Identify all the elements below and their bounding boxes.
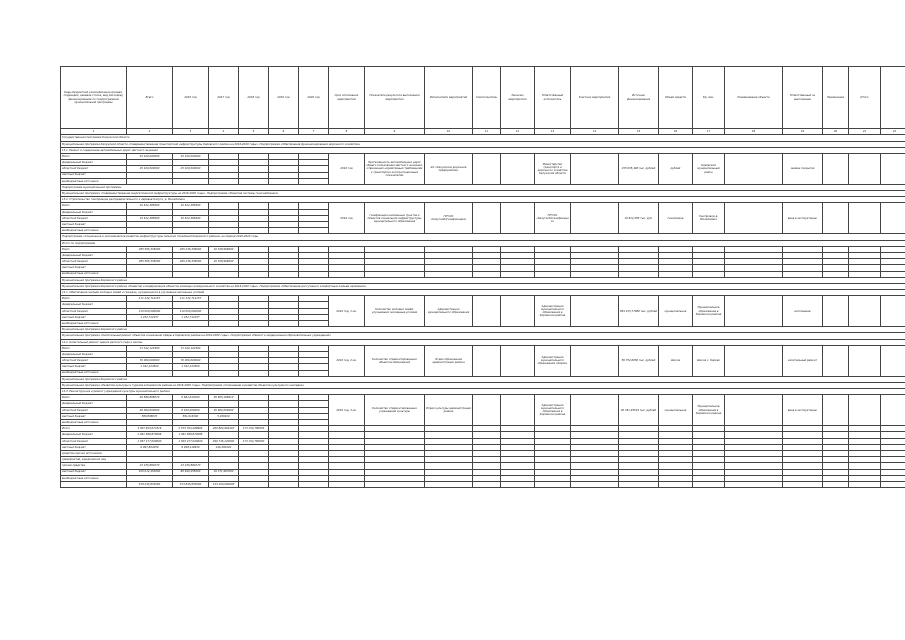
totals-value: 173 154,780000 [239,438,269,444]
executor-cell: ГУП КО «Калугаоблгазификация» [425,203,473,234]
row-label: областной бюджет [61,308,127,314]
blank-cell [501,296,535,327]
value-cell: 5,189910 [209,413,239,419]
header-cell: Срок исполнения мероприятий [329,67,365,129]
term-cell: 2016 год, 3 кв. [329,395,365,426]
object-cell: Муниципальное образование в Кировском районе [693,395,725,426]
blank-cell [571,153,619,184]
blank-cell [823,296,849,327]
blank-cell [881,203,905,234]
totals-row [61,481,905,487]
value-cell: 285 565,335000 [127,246,173,252]
totals-value: 1 503 277,000000 [173,438,209,444]
header-cell: Коды бюджетной классификации (раздел, подраздел, целевая статья, вид расходов), финансирование по подпрограммам муниципальной программы [61,67,127,129]
blank-cell [725,395,783,426]
row-label: Всего [61,296,127,302]
blank-cell [659,481,693,487]
header-cell: Итого [849,67,881,129]
column-number: 1 [61,129,127,135]
blank-cell [365,481,425,487]
document-sheet [60,66,897,586]
value-cell: 46 586,808070 [127,395,173,401]
section-title: Муниципальная программа Калужской области «Совершенствование транспортной инфраструктуры Кировского района на 2016-2020 годы». Подпрограмма «Обеспечение функционирования дорожного хозяйства» [61,141,905,147]
customer-cell: ГУП КО «Калугаоблгазификация» [535,203,571,234]
value-cell: 25 100,000000 [127,166,173,172]
section-title: 14.1. Обеспечение жильем молодых семей и граждан, нуждающихся в улучшении жилищных условий [61,290,905,296]
blank-cell [535,481,571,487]
header-cell [881,67,905,129]
value-cell: 10 612,385600 [173,215,209,221]
header-cell: 2019 год [269,67,299,129]
header-cell: Ответственный за выполнение [783,67,823,129]
totals-value: 260 745,220000 [209,438,239,444]
totals-value: 518 245,833000 [127,481,173,487]
executor-cell: Отдел культуры администрации района [425,395,473,426]
value-cell: 25 100,000000 [127,153,173,159]
row-label: федеральный бюджет [61,302,127,308]
row-label: внебюджетные источники [61,420,127,426]
value-cell: 581,618160 [173,413,209,419]
row-label: внебюджетные источники [61,321,127,327]
blank-cell [849,203,881,234]
value-cell: 1 342,124500 [173,364,209,370]
totals-label: местный бюджет [61,469,127,475]
blank-cell [823,153,849,184]
blank-cell [823,203,849,234]
column-number: 6 [269,129,299,135]
value-cell: 1 232,712157 [173,314,209,320]
note-cell: капитальный ремонт [783,345,823,376]
totals-value [239,481,269,487]
row-label: внебюджетные источники [61,228,127,234]
totals-value: 1 937 177,000000 [127,438,173,444]
section-title: Подпрограмма муниципальной программы [61,184,905,190]
object-cell: Муниципальное образование в Кировском районе [693,296,725,327]
customer-cell: Администрация муниципального образования в Кировском районе [535,395,571,426]
blank-cell [725,203,783,234]
totals-label: местный бюджет [61,444,127,450]
totals-value: 23 435,882070 [173,463,209,469]
blank-cell [725,296,783,327]
term-cell: 2016 год [329,203,365,234]
row-label: Всего [61,246,127,252]
header-cell: Объем средств [659,67,693,129]
totals-label: областной бюджет [61,438,127,444]
blank-cell [849,345,881,376]
result-cell: Количество отремонтированных объектов образования [365,345,425,376]
header-cell: Показатели результата выполнения мероприятия [365,67,425,129]
header-cell: Ответственный исполнитель [535,67,571,129]
column-number: 8 [329,129,365,135]
term-cell: 2016 год, 1 кв. [329,296,365,327]
result-cell: Газификация населенных пунктов и объектов социальной инфраструктуры муниципального образования [365,203,425,234]
column-number: 21 [849,129,881,135]
column-number: 5 [239,129,269,135]
value-cell: 10 612,385600 [127,203,173,209]
header-cell: Всего [127,67,173,129]
row-label: Всего [61,345,127,351]
section-title: 14.3. Реконструкция и ремонт учреждений культуры муниципального района [61,389,905,395]
row-label: федеральный бюджет [61,401,127,407]
blank-cell [823,481,849,487]
blank-cell [473,481,501,487]
term-cell: 2016 год [329,153,365,184]
object-cell: Газопровод д. Михайловка [693,203,725,234]
row-label: местный бюджет [61,265,127,271]
note-cell: исполнение [783,296,823,327]
row-label: Всего [61,153,127,159]
column-number: 9 [365,129,425,135]
column-number: 2 [127,129,173,135]
blank-cell [501,153,535,184]
object-cell: Школа с. Кирово [693,345,725,376]
totals-value: 260 894,604320 [209,426,239,432]
value-cell: 46 000,000000 [127,407,173,413]
section-title: Муниципальная программа Кировского района [61,327,905,333]
result-cell: Протяженность автомобильных дорог общего пользования местного значения, отвечающих нормативным требованиям к транспортно-эксплуатационным показателям [365,153,425,184]
section-title: Муниципальная программа «Капитальный ремонт объектов социальной сферы в Кировском районе на 2016-2020 годы». Подпрограмма «Ремонт и модернизация образовательных учреждений» [61,333,905,339]
header-cell: Ед. изм. [693,67,725,129]
value-cell: 586,808070 [127,413,173,419]
row-label: Всего [61,395,127,401]
row-label: внебюджетные источники [61,178,127,184]
row-label: федеральный бюджет [61,160,127,166]
value-cell: 25 100,000000 [173,166,209,172]
executor-cell: Отдел образования администрации района [425,345,473,376]
totals-value: 1 061 568,870066 [127,432,173,438]
totals-value: 19 371,997000 [209,469,239,475]
row-label: Всего [61,203,127,209]
row-label: областной бюджет [61,215,127,221]
blank-cell [571,203,619,234]
value-cell: 6 100,000000 [173,407,209,413]
column-number: 17 [693,129,725,135]
blank-cell [881,395,905,426]
row-label: местный бюджет [61,314,127,320]
blank-cell [849,395,881,426]
amount-cell: 10 612,385 тыс. руб. [619,203,659,234]
column-number: 19 [783,129,823,135]
blank-cell [473,345,501,376]
column-number: 10 [425,129,473,135]
blank-cell [571,296,619,327]
customer-cell: Администрация муниципального образования в Кировском районе [535,296,571,327]
section-title: Подпрограмма «Социальное и экономическое развитие инфраструктуры сельских поселений Кировского района» на период 2016-2020 годы [61,234,905,240]
header-cell: Соисполнитель [473,67,501,129]
totals-label: средства прочих источников [61,450,127,456]
totals-value: 9 097,804250 [127,444,173,450]
totals-value: 173 154,780003 [239,426,269,432]
totals-value: 3 007 843,674316 [127,426,173,432]
totals-label: предприятий, юридических лиц [61,457,127,463]
blank-cell [849,153,881,184]
value-cell: 10 612,385600 [173,203,209,209]
value-cell: 110 000,000000 [127,308,173,314]
blank-cell [725,153,783,184]
executor-cell: АО «Калужское дорожное предприятие» [425,153,473,184]
blank-cell [849,481,881,487]
value-cell: 6 681,618160 [173,395,209,401]
program-table [60,66,905,488]
section-title: Итого по подпрограмме [61,240,905,246]
term-cell: 2016 год, 2 кв. [329,345,365,376]
row-label: областной бюджет [61,358,127,364]
row-label: федеральный бюджет [61,351,127,357]
unit-cell: Газопровод [659,203,693,234]
blank-cell [881,345,905,376]
column-number: 4 [209,129,239,135]
totals-label [61,481,127,487]
result-cell: Количество отремонтированных учреждений культуры [365,395,425,426]
blank-cell [473,153,501,184]
section-title: Муниципальная программа «Совершенствование энергетической инфраструктуры на 2016-2020 годы». Подпрограмма «Развитие системы газоснабжения» [61,191,905,197]
value-cell: 285 565,335000 [127,259,173,265]
header-cell: 2020 год [299,67,329,129]
totals-value [299,481,329,487]
amount-cell: 854 233,77986 тыс. рублей [619,296,659,327]
totals-value: 143 400,000000 [209,481,239,487]
column-number: 15 [619,129,659,135]
value-cell: 110 000,000000 [173,308,209,314]
unit-cell: муниципальное [659,296,693,327]
value-cell: 1 232,712157 [127,314,173,320]
value-cell: 70 000,000000 [127,358,173,364]
customer-cell: Министерство транспорта и дорожного хозяйства Калужской области [535,153,571,184]
section-title: 13.2. Строительство газопровода распределительного к деревне Калуга, д. Михайловка [61,197,905,203]
header-cell: Исполнители мероприятий [425,67,473,129]
header-cell: Участник мероприятия [571,67,619,129]
header-cell: Примечание [823,67,849,129]
row-label: местный бюджет [61,222,127,228]
value-cell: 71 342,124500 [127,345,173,351]
column-number: 7 [299,129,329,135]
value-cell: 20 328,999000 [209,259,239,265]
header-cell: 2017 год [209,67,239,129]
blank-cell [329,481,365,487]
amount-cell: 155 935,496 тыс. рублей [619,153,659,184]
value-cell: 20 328,999000 [209,246,239,252]
blank-cell [571,345,619,376]
header-cell: Источник финансирования [619,67,659,129]
row-label: местный бюджет [61,413,127,419]
totals-label: прочие средства [61,463,127,469]
blank-cell [571,481,619,487]
blank-cell [473,203,501,234]
value-cell: 265 236,336000 [173,259,209,265]
table-body [61,135,905,488]
totals-value: 374 845,833000 [173,481,209,487]
section-title: 13.1. Ремонт и содержание автомобильных дорог местного значения [61,147,905,153]
blank-cell [725,481,783,487]
blank-cell [693,481,725,487]
row-label: областной бюджет [61,259,127,265]
unit-cell: Школа [659,345,693,376]
blank-cell [823,395,849,426]
value-cell: 1 342,124500 [127,364,173,370]
column-number: 3 [173,129,209,135]
totals-label: Итого [61,426,127,432]
blank-cell [783,481,823,487]
blank-cell [881,481,905,487]
note-cell: ввод в эксплуатацию [783,203,823,234]
blank-cell [881,296,905,327]
value-cell: 111 232,712157 [173,296,209,302]
column-number: 14 [571,129,619,135]
blank-cell [501,203,535,234]
blank-cell [501,481,535,487]
totals-value: 23 435,882070 [127,463,173,469]
header-cell: 2016 год [173,67,209,129]
blank-cell [501,395,535,426]
blank-cell [425,481,473,487]
header-cell: 2018 год [239,67,269,129]
value-cell: 70 000,000000 [173,358,209,364]
blank-cell [881,153,905,184]
column-number: 20 [823,129,849,135]
row-label: федеральный бюджет [61,209,127,215]
blank-cell [501,345,535,376]
blank-cell [823,345,849,376]
blank-cell [473,296,501,327]
value-cell: 39 905,189910 [209,395,239,401]
row-label: областной бюджет [61,407,127,413]
executor-cell: Администрация муниципального образования [425,296,473,327]
column-number: 12 [501,129,535,135]
section-title: Муниципальная программа Кировского района [61,376,905,382]
section-title: Государственная программа Калужской области [61,135,905,141]
totals-value [269,481,299,487]
totals-label: внебюджетные источники [61,475,127,481]
table-header [61,67,905,135]
value-cell: 265 236,336000 [173,246,209,252]
amount-cell: 30 351,93519 тыс. рублей [619,395,659,426]
amount-cell: 59 752,6050 тыс. рублей [619,345,659,376]
header-cell: Заказчик мероприятия [501,67,535,129]
column-number: 13 [535,129,571,135]
column-number: 11 [473,129,501,135]
column-number: 16 [659,129,693,135]
totals-value: 149,384320 [209,444,239,450]
section-title: Муниципальная программа «Развитие культуры и туризма в Кировском районе на 2016-2020 годы». Подпрограмма «Сохранение и развитие объектов культурного наследия» [61,382,905,388]
blank-cell [571,395,619,426]
note-cell: замена покрытия [783,153,823,184]
totals-value: 100 012,452000 [127,469,173,475]
note-cell: ввод в эксплуатацию [783,395,823,426]
row-label: местный бюджет [61,172,127,178]
section-title: Муниципальная программа Кировского района «Развитие и модернизация объектов жилищно-коммунального хозяйства на 2016-2020 годы». Подпрограмма «Обеспечение доступным и комфортным жильем населения» [61,283,905,289]
unit-cell: муниципальное [659,395,693,426]
value-cell: 39 900,000000 [209,407,239,413]
totals-label: федеральный бюджет [61,432,127,438]
row-label: областной бюджет [61,166,127,172]
blank-cell [473,395,501,426]
section-title: Муниципальная программа Кировского района [61,277,905,283]
row-label: внебюджетные источники [61,370,127,376]
header-cell: Наименование объекта [725,67,783,129]
unit-cell: рублей [659,153,693,184]
column-number: 22 [881,129,905,135]
value-cell: 25 100,000000 [173,153,209,159]
row-label: федеральный бюджет [61,252,127,258]
totals-value: 2 573 794,289993 [173,426,209,432]
row-label: местный бюджет [61,364,127,370]
value-cell: 10 612,385600 [127,215,173,221]
object-cell: Кировский муниципальный район [693,153,725,184]
totals-value: 1 061 568,870066 [173,432,209,438]
blank-cell [849,296,881,327]
value-cell: 111 232,712157 [127,296,173,302]
section-title: 14.2. Капитальный ремонт здания детского сада и школы [61,339,905,345]
row-label: внебюджетные источники [61,271,127,277]
totals-value: 8 948,419930 [173,444,209,450]
totals-value: 80 640,455000 [173,469,209,475]
customer-cell: Администрация муниципального образования «Киров» [535,345,571,376]
value-cell: 71 342,124500 [173,345,209,351]
blank-cell [619,481,659,487]
result-cell: Количество молодых семей, улучшивших жилищные условия [365,296,425,327]
column-number: 18 [725,129,783,135]
blank-cell [725,345,783,376]
